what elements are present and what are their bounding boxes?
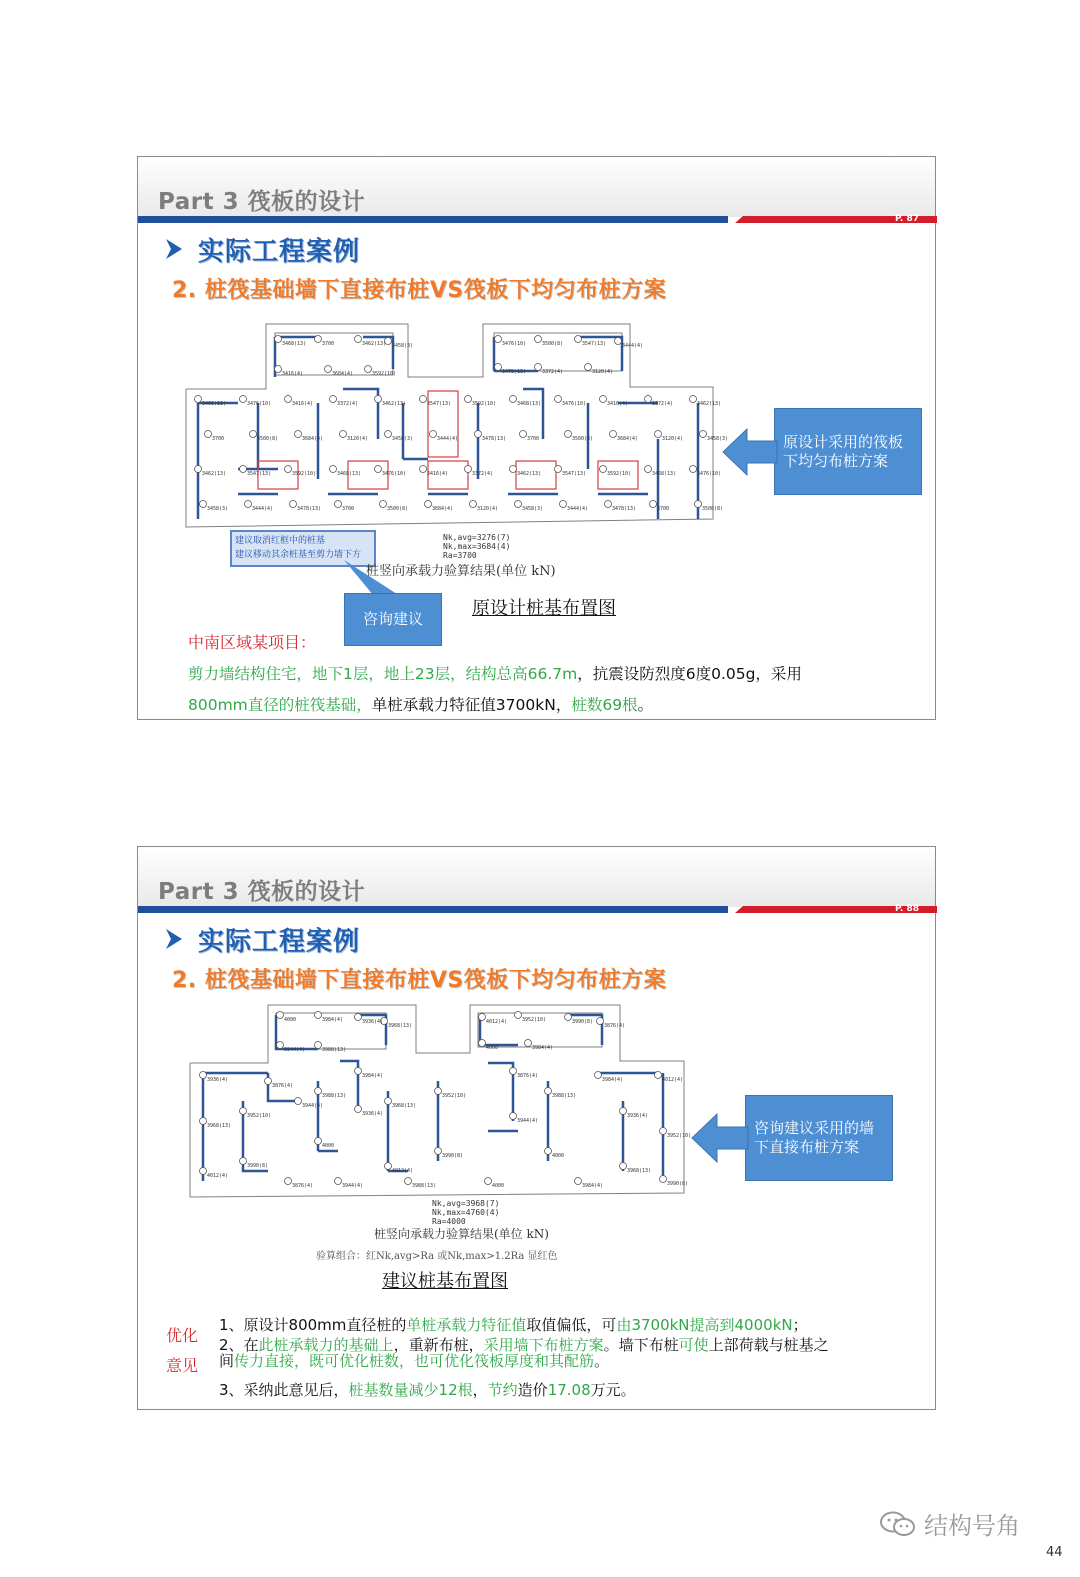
arrow-left-icon <box>692 1114 748 1162</box>
pile-marker <box>620 1163 627 1170</box>
pile-marker <box>375 396 382 403</box>
pile-label: 3476(10) <box>247 401 272 407</box>
pile-label: 3120(4) <box>592 369 614 375</box>
pile-label: 3120(4) <box>347 436 369 442</box>
pile-marker <box>515 501 522 508</box>
pile-marker <box>660 1128 667 1135</box>
pile-marker <box>277 1042 284 1049</box>
pile-marker <box>250 431 257 438</box>
pile-marker <box>575 1178 582 1185</box>
pile-marker <box>600 396 607 403</box>
pile-label: 3700 <box>342 506 355 512</box>
pile-marker <box>535 364 542 371</box>
pile-label: 3936(4) <box>207 1077 229 1083</box>
pile-label: 3478(13) <box>502 369 527 375</box>
pile-marker <box>420 396 427 403</box>
pile-label: 3944(4) <box>517 1118 539 1124</box>
pile-label: 3462(13) <box>362 341 387 347</box>
pile-label: 3500(8) <box>572 436 594 442</box>
pile-label: 3372(4) <box>542 369 564 375</box>
pile-label: 3476(10) <box>697 471 722 477</box>
figure-caption: 建议桩基布置图 <box>382 1271 508 1292</box>
pile-marker <box>330 396 337 403</box>
pile-label: 3416(4) <box>292 401 314 407</box>
pile-label: 3700 <box>657 506 670 512</box>
pile-label: 3500(8) <box>542 341 564 347</box>
pile-label: 3458(3) <box>707 436 729 442</box>
pile-marker <box>585 364 592 371</box>
pile-marker <box>200 1168 207 1175</box>
pile-label: 3684(4) <box>432 506 454 512</box>
nk-avg: Nk,avg=3968(7) <box>432 1199 500 1208</box>
pile-label: 3876(4) <box>517 1073 539 1079</box>
pile-label: 3462(13) <box>382 401 407 407</box>
pile-marker <box>325 366 332 373</box>
pile-label: 3458(3) <box>392 343 414 349</box>
pile-marker <box>465 466 472 473</box>
pile-marker <box>470 501 477 508</box>
pile-marker <box>295 1098 302 1105</box>
pile-label: 3952(10) <box>442 1093 467 1099</box>
pile-marker <box>605 501 612 508</box>
pile-marker <box>335 501 342 508</box>
slide-p88 <box>137 846 936 1410</box>
arrow-bullet-icon <box>166 929 182 949</box>
pile-label: 4012(4) <box>662 1077 684 1083</box>
pile-marker <box>355 1106 362 1113</box>
pile-marker <box>510 1068 517 1075</box>
pile-label: 3984(4) <box>582 1183 604 1189</box>
pile-marker <box>555 396 562 403</box>
pile-marker <box>525 1040 532 1047</box>
arrow-bullet-icon <box>166 239 182 259</box>
pile-label: 4000 <box>552 1153 565 1159</box>
pile-marker <box>200 501 207 508</box>
pile-label: 3444(4) <box>567 506 589 512</box>
pile-marker <box>285 466 292 473</box>
pile-label: 3876(4) <box>604 1023 626 1029</box>
pile-label: 4012(4) <box>486 1019 508 1025</box>
section-subheading: 2. 桩筏基础墙下直接布桩VS筏板下均匀布桩方案 <box>172 278 667 303</box>
pile-label: 3444(4) <box>437 436 459 442</box>
pile-marker <box>277 1012 284 1019</box>
pile-marker <box>385 1098 392 1105</box>
pile-marker <box>355 336 362 343</box>
pile-marker <box>690 466 697 473</box>
pile-label: 3372(4) <box>472 471 494 477</box>
pile-marker <box>535 336 542 343</box>
pile-marker <box>405 1178 412 1185</box>
wechat-icon <box>880 1511 916 1537</box>
pile-label: 3500(8) <box>387 506 409 512</box>
advice-item-1: 1、原设计800mm直径桩的单桩承载力特征值取值偏低，可由3700kN提高到4000kN； <box>219 1316 808 1334</box>
pile-label: 3984(4) <box>602 1077 624 1083</box>
pile-marker <box>650 501 657 508</box>
pile-label: 3984(4) <box>532 1045 554 1051</box>
pile-marker <box>385 431 392 438</box>
pile-label: 3700 <box>322 341 335 347</box>
pile-marker <box>385 1163 392 1170</box>
pile-label: 4000 <box>284 1017 297 1023</box>
account-name: 结构号角 <box>924 1512 1020 1540</box>
pile-marker <box>495 364 502 371</box>
pile-marker <box>545 1148 552 1155</box>
pile-label: 3468(13) <box>517 401 542 407</box>
pile-label: 3476(10) <box>382 471 407 477</box>
pile-label: 3462(13) <box>202 471 227 477</box>
pile-label: 3990(8) <box>442 1153 464 1159</box>
pile-label: 3684(4) <box>302 436 324 442</box>
pile-label: 3416(4) <box>607 401 629 407</box>
pile-marker <box>315 1042 322 1049</box>
pile-label: 3968(13) <box>392 1103 417 1109</box>
pile-label: 3462(13) <box>697 401 722 407</box>
pile-marker <box>285 396 292 403</box>
pile-marker <box>479 1014 486 1021</box>
part-title: Part 3 筏板的设计 <box>158 189 366 215</box>
pile-label: 3476(10) <box>562 401 587 407</box>
figure-caption: 原设计桩基布置图 <box>472 598 616 619</box>
ra-value: Ra=4000 <box>432 1217 466 1226</box>
pile-marker <box>275 366 282 373</box>
pile-layout-plan-original <box>178 319 729 539</box>
pile-marker <box>615 338 622 345</box>
pile-marker <box>435 1088 442 1095</box>
pile-label: 3500(8) <box>702 506 724 512</box>
pile-label: 3936(4) <box>362 1019 384 1025</box>
pile-marker <box>330 466 337 473</box>
pile-label: 3984(4) <box>362 1073 384 1079</box>
nk-avg: Nk,avg=3276(7) <box>443 533 511 542</box>
pile-marker <box>375 466 382 473</box>
pile-label: 3990(8) <box>667 1181 689 1187</box>
pile-label: 3968(13) <box>207 1123 232 1129</box>
optimization-label: 优化 意见 <box>166 1326 199 1375</box>
pile-marker <box>700 431 707 438</box>
pile-label: 3952(10) <box>522 1017 547 1023</box>
pile-marker <box>240 396 247 403</box>
pile-label: 3476(10) <box>502 341 527 347</box>
pile-marker <box>510 396 517 403</box>
pile-marker <box>510 1113 517 1120</box>
pile-label: 3592(10) <box>292 471 317 477</box>
pile-label: 3990(8) <box>572 1019 594 1025</box>
slide-p87 <box>137 156 936 720</box>
pile-marker <box>265 1078 272 1085</box>
pile-marker <box>365 366 372 373</box>
pile-label: 3700 <box>212 436 225 442</box>
pile-marker <box>495 336 502 343</box>
pile-marker <box>380 501 387 508</box>
pile-label: 3478(13) <box>482 436 507 442</box>
pile-label: 3120(4) <box>662 436 684 442</box>
pile-label: 3876(4) <box>292 1183 314 1189</box>
pile-marker <box>245 501 252 508</box>
pile-marker <box>425 501 432 508</box>
pile-marker <box>290 501 297 508</box>
section-heading: 实际工程案例 <box>198 237 361 267</box>
pile-marker <box>690 396 697 403</box>
pile-label: 3700 <box>527 436 540 442</box>
pile-layout-plan-suggested <box>188 1001 692 1201</box>
nk-max: Nk,max=3684(4) <box>443 542 511 551</box>
pile-label: 4000 <box>322 1143 335 1149</box>
pile-label: 3416(4) <box>427 471 449 477</box>
pile-marker <box>430 431 437 438</box>
pile-label: 3458(3) <box>392 436 414 442</box>
page-tag: P. 88 <box>894 904 919 914</box>
pile-label: 4000 <box>492 1183 505 1189</box>
pile-marker <box>240 1158 247 1165</box>
pile-label: 3684(4) <box>617 436 639 442</box>
callout-original-scheme: 原设计采用的筏板下均匀布桩方案 <box>774 408 922 495</box>
pile-label: 3952(10) <box>667 1133 692 1139</box>
pile-label: 3990(8) <box>247 1163 269 1169</box>
pile-label: 3444(4) <box>252 506 274 512</box>
calc-result-note: 桩竖向承载力验算结果(单位 kN) <box>374 1227 549 1241</box>
pile-label: 3547(13) <box>562 471 587 477</box>
pile-label: 3952(10) <box>247 1113 272 1119</box>
nk-max: Nk,max=4760(4) <box>432 1208 500 1217</box>
pile-marker <box>655 1072 662 1079</box>
pile-label: 3988(13) <box>412 1183 437 1189</box>
pile-marker <box>479 1040 486 1047</box>
pile-label: 3372(4) <box>652 401 674 407</box>
arrow-left-icon <box>723 429 777 475</box>
pile-marker <box>315 1138 322 1145</box>
callout-consult: 咨询建议 <box>344 593 442 646</box>
pile-label: 3468(13) <box>202 401 227 407</box>
pile-label: 3592(10) <box>372 371 397 377</box>
pile-marker <box>285 1178 292 1185</box>
pile-label: 3592(10) <box>607 471 632 477</box>
section-heading: 实际工程案例 <box>198 927 361 957</box>
pile-marker <box>195 466 202 473</box>
pile-marker <box>335 1178 342 1185</box>
pile-label: 3478(13) <box>297 506 322 512</box>
pile-label: 3944(4) <box>284 1047 306 1053</box>
pile-label: 3944(4) <box>342 1183 364 1189</box>
pile-label: 3684(4) <box>332 371 354 377</box>
pile-label: 3416(4) <box>282 371 304 377</box>
pile-marker <box>645 396 652 403</box>
pile-label: 3936(4) <box>627 1113 649 1119</box>
pile-marker <box>575 336 582 343</box>
pile-label: 3468(13) <box>337 471 362 477</box>
pile-marker <box>485 1178 492 1185</box>
pile-label: 3462(13) <box>517 471 542 477</box>
pile-label: 3968(13) <box>627 1168 652 1174</box>
pile-marker <box>435 1148 442 1155</box>
pile-marker <box>420 466 427 473</box>
callout-suggested-scheme: 咨询建议采用的墙下直接布桩方案 <box>745 1095 893 1181</box>
pile-marker <box>660 1176 667 1183</box>
pile-label: 3547(13) <box>427 401 452 407</box>
pile-label: 3500(8) <box>257 436 279 442</box>
pile-label: 3876(4) <box>272 1083 294 1089</box>
pile-label: 3944(4) <box>302 1103 324 1109</box>
pile-marker <box>520 431 527 438</box>
nk-summary <box>432 1199 499 1226</box>
pile-marker <box>240 1108 247 1115</box>
pile-label: 3458(3) <box>207 506 229 512</box>
pile-marker <box>565 1014 572 1021</box>
project-description-line1: 剪力墙结构住宅，地下1层，地上23层，结构总高66.7m，抗震设防烈度6度0.05g，采用 <box>188 665 802 683</box>
pile-marker <box>510 466 517 473</box>
project-title: 中南区域某项目： <box>188 633 317 652</box>
pile-marker <box>655 431 662 438</box>
calc-result-note: 桩竖向承载力验算结果(单位 kN) <box>366 564 556 579</box>
ra-value: Ra=3700 <box>443 551 477 560</box>
pile-label: 3478(13) <box>612 506 637 512</box>
pile-marker <box>515 1012 522 1019</box>
pile-label: 4012(4) <box>392 1168 414 1174</box>
pile-marker <box>275 336 282 343</box>
pile-marker <box>315 1088 322 1095</box>
header-bar-blue <box>138 216 728 223</box>
pile-label: 3968(13) <box>388 1023 413 1029</box>
pile-marker <box>645 466 652 473</box>
pile-label: 3458(3) <box>522 506 544 512</box>
advice-item-3: 3、采纳此意见后，桩基数量减少12根，节约造价17.08万元。 <box>219 1381 636 1399</box>
pile-marker <box>620 1108 627 1115</box>
pile-label: 4012(4) <box>207 1173 229 1179</box>
pile-label: 3984(4) <box>322 1017 344 1023</box>
pile-marker <box>200 1072 207 1079</box>
pile-marker <box>315 336 322 343</box>
project-description-line2: 800mm直径的桩筏基础，单桩承载力特征值3700kN，桩数69根。 <box>188 696 654 714</box>
header-bar-blue <box>138 906 728 913</box>
pile-marker <box>355 1014 362 1021</box>
legend-note: 验算组合：红Nk,avg>Ra 或Nk,max>1.2Ra 显红色 <box>316 1251 558 1262</box>
pile-marker <box>295 431 302 438</box>
pile-label: 3547(13) <box>247 471 272 477</box>
pile-marker <box>240 466 247 473</box>
pile-marker <box>465 396 472 403</box>
pile-marker <box>195 396 202 403</box>
pile-label: 3468(13) <box>282 341 307 347</box>
pile-label: 3547(13) <box>582 341 607 347</box>
pile-marker <box>597 1018 604 1025</box>
pile-marker <box>595 1072 602 1079</box>
pile-marker <box>200 1118 207 1125</box>
part-title: Part 3 筏板的设计 <box>158 879 366 905</box>
pile-label: 3468(13) <box>652 471 677 477</box>
wechat-account-logo <box>880 1506 1020 1541</box>
pile-marker <box>355 1068 362 1075</box>
pile-marker <box>340 431 347 438</box>
pile-label: 3372(4) <box>337 401 359 407</box>
pile-label: 3592(10) <box>472 401 497 407</box>
pile-label: 3988(13) <box>322 1093 347 1099</box>
page-tag: P. 87 <box>894 214 919 224</box>
pile-label: 3988(13) <box>552 1093 577 1099</box>
pile-marker <box>565 431 572 438</box>
pile-marker <box>315 1012 322 1019</box>
advice-item-2a: 2、在此桩承载力的基础上，重新布桩，采用墙下布桩方案。墙下布桩可使上部荷载与桩基之 <box>219 1336 829 1354</box>
pile-label: 3988(13) <box>322 1047 347 1053</box>
pile-label: 3120(4) <box>477 506 499 512</box>
pile-marker <box>560 501 567 508</box>
pile-label: 4000 <box>486 1045 499 1051</box>
section-subheading: 2. 桩筏基础墙下直接布桩VS筏板下均匀布桩方案 <box>172 968 667 993</box>
pile-label: 3444(4) <box>622 343 644 349</box>
pile-marker <box>205 431 212 438</box>
advice-line: 建议移动其余桩基至剪力墙下方 <box>235 550 362 560</box>
advice-item-2b: 间传力直接，既可优化桩数，也可优化筏板厚度和其配筋。 <box>219 1352 610 1370</box>
page-number: 44 <box>1046 1545 1063 1560</box>
advice-line: 建议取消红框中的桩基 <box>235 536 326 546</box>
pile-marker <box>555 466 562 473</box>
pile-marker <box>545 1088 552 1095</box>
pile-marker <box>475 431 482 438</box>
pile-marker <box>610 431 617 438</box>
pile-marker <box>695 501 702 508</box>
pile-label: 3936(4) <box>362 1111 384 1117</box>
pile-marker <box>600 466 607 473</box>
nk-summary <box>443 533 510 560</box>
